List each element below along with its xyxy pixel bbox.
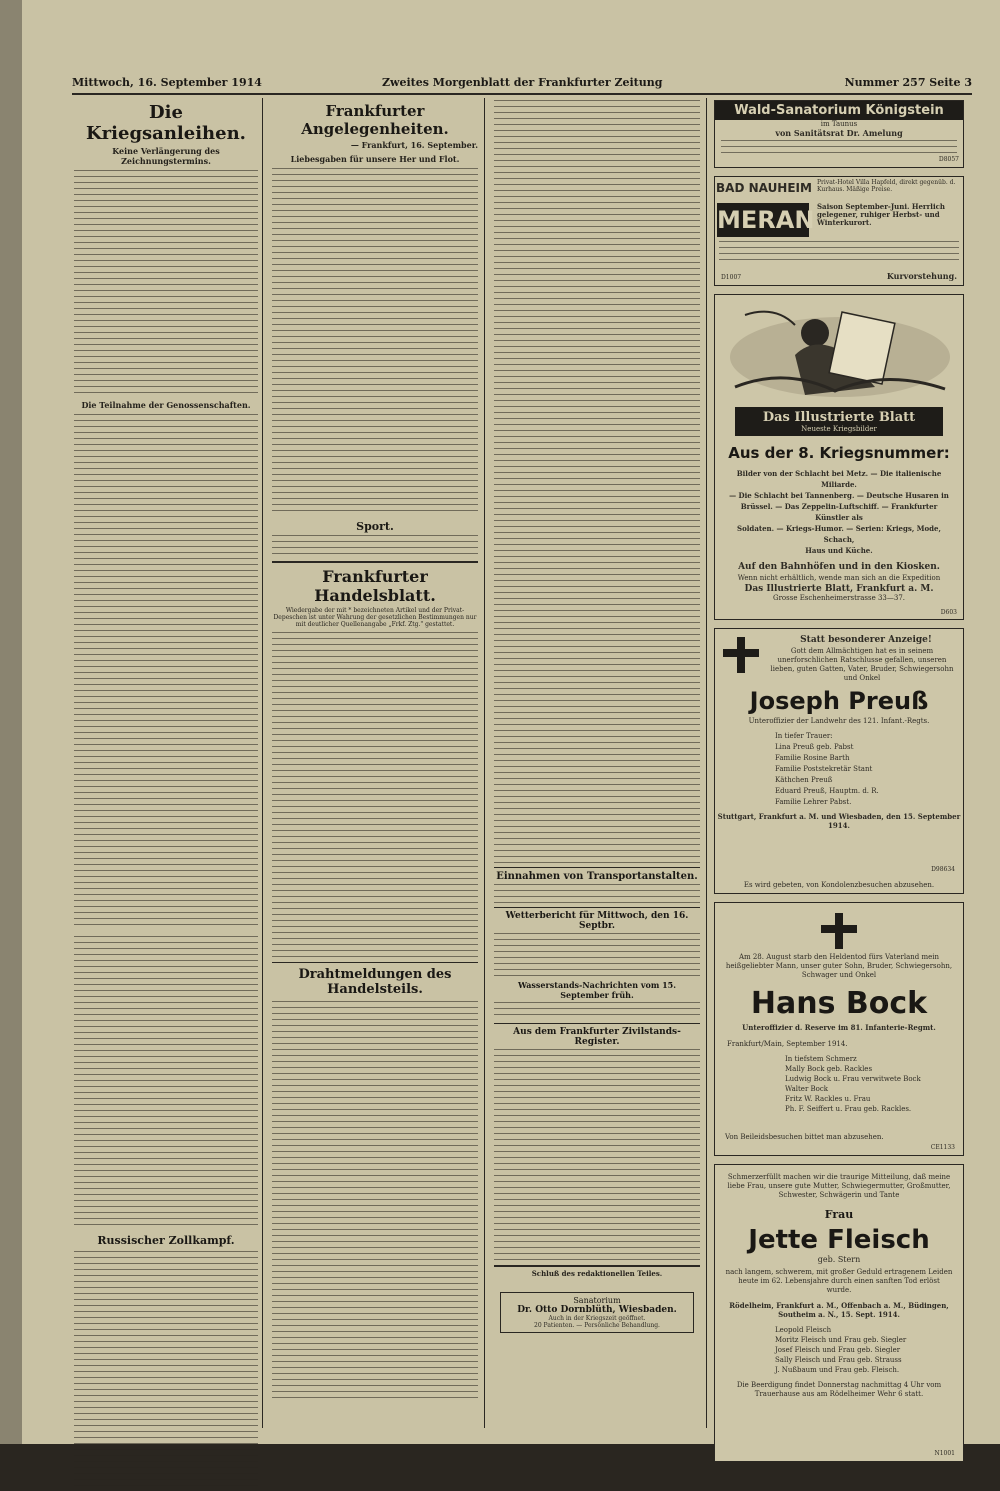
handelsblatt-rule — [272, 561, 478, 563]
bock-place: Frankfurt/Main, September 1914. — [727, 1040, 848, 1048]
preuss-footer: Es wird gebeten, von Kondolenzbesuchen abzusehen. — [743, 881, 935, 889]
preuss-code: D98634 — [931, 866, 955, 873]
illustrierte-drawing — [715, 295, 965, 407]
bock-cross-icon — [821, 913, 857, 949]
angelegenheiten-title: Frankfurter Angelegenheiten. — [301, 102, 449, 138]
fleisch-text2: nach langem, schwerem, mit großer Geduld ertragenem Leiden heute im 62. Lebensjahre durch einen sanften Tod erlöst wurde. — [725, 1268, 953, 1294]
schluss-rule — [494, 1265, 700, 1267]
sanatorium-ad-line3: 20 Patienten. — Persönliche Behandlung. — [534, 1322, 660, 1329]
zollkampf-text — [74, 1251, 258, 1491]
bock-mourner-3: Ludwig Bock u. Frau verwitwete Bock — [785, 1075, 921, 1083]
illustrierte-contents — [723, 468, 955, 556]
masthead-number: Nummer 257 Seite 3 — [844, 76, 972, 89]
illustrierte-line-2: — Die Schlacht bei Tannenberg. — Deutsche Husaren in — [729, 491, 949, 500]
sport-heading: Sport. — [356, 520, 394, 533]
sanatorium-ad-name: Dr. Otto Dornblüth, Wiesbaden. — [517, 1305, 677, 1315]
fleisch-funeral: Die Beerdigung findet Donnerstag nachmittag 4 Uhr vom Trauerhause aus am Rödelheimer Wehr 6 statt. — [736, 1381, 942, 1398]
handelsblatt-note: Wiedergabe der mit * bezeichneten Artikel und der Privat-Depeschen ist unter Wahrung der gesetzlichen Bestimmungen nur mit deutlicher Quellenangabe „Frkf. Ztg." gestattet. — [273, 607, 477, 628]
wasserstand-table — [494, 1002, 700, 1020]
preuss-place: Stuttgart, Frankfurt a. M. und Wiesbaden, den 15. September 1914. — [717, 812, 961, 830]
fleisch-text: Schmerzerfüllt machen wir die traurige Mitteilung, daß meine liebe Frau, unsere gute Mutter, Schwiegermutter, Großmutter, Schwester, Schwägerin und Tante — [727, 1173, 951, 1199]
preuss-mourner-7: Familie Lehrer Pabst. — [775, 798, 852, 806]
illustrierte-line-1: Bilder von der Schlacht bei Metz. — Die italienische Miliarde. — [736, 469, 942, 489]
einnahmen-rule — [494, 867, 700, 868]
einnahmen-text — [494, 884, 700, 904]
bock-obituary — [714, 902, 964, 1156]
masthead — [72, 76, 972, 94]
bock-name: Hans Bock — [750, 986, 928, 1021]
kriegsanleihen-text — [74, 170, 258, 394]
kriegsanleihen-title: Die Kriegsanleihen. — [86, 102, 246, 144]
illustrierte-banner — [735, 407, 943, 436]
meran-code: D1007 — [721, 274, 742, 281]
zivilstand-text — [494, 1049, 700, 1261]
illustrierte-publisher: Das Illustrierte Blatt, Frankfurt a. M. — [744, 584, 934, 594]
wasserstand-heading: Wasserstands-Nachrichten vom 15. September früh. — [517, 980, 677, 1000]
illustrierte-line-4: Soldaten. — Kriegs-Humor. — Serien: Kriegs, Mode, Schach, — [737, 524, 941, 544]
wetterbericht-text — [494, 933, 700, 977]
column-rule-2 — [484, 98, 485, 1428]
wetter-rule — [494, 907, 700, 908]
preuss-notice: Statt besonderer Anzeige! — [800, 635, 932, 645]
bock-text: Am 28. August starb den Heldentod fürs Vaterland mein heißgeliebter Mann, unser guter Sohn, Bruder, Schwiegersohn, Schwager und Onkel — [725, 953, 953, 979]
sanatorium-ad — [500, 1292, 694, 1333]
bock-role: Unteroffizier d. Reserve im 81. Infanterie-Regmt. — [742, 1023, 936, 1032]
bock-mourner-2: Mally Bock geb. Rackles — [785, 1065, 873, 1073]
illustrierte-blatt-ad — [714, 294, 964, 620]
illustrierte-line-3: Brüssel. — Das Zeppelin-Luftschiff. — Frankfurter Künstler als — [740, 502, 938, 522]
fleisch-geb: geb. Stern — [817, 1255, 861, 1264]
preuss-mourner-4: Familie Poststekretär Stant — [775, 765, 873, 773]
wald-line: von Sanitätsrat Dr. Amelung — [775, 128, 903, 138]
preuss-mourner-2: Lina Preuß geb. Pabst — [775, 743, 854, 751]
column-4-ads — [714, 100, 964, 1457]
bock-mourners — [785, 1054, 963, 1114]
preuss-mourner-5: Käthchen Preuß — [775, 776, 833, 784]
drahtmeldungen-text — [272, 1001, 478, 1401]
kriegsanleihen-subtitle: Keine Verlängerung des Zeichnungstermins. — [112, 146, 220, 166]
fleisch-mourner-5: J. Nußbaum und Frau geb. Fleisch. — [775, 1366, 900, 1374]
wald-title: Wald-Sanatorium Königstein — [715, 101, 963, 120]
bock-code: CE1133 — [930, 1144, 955, 1151]
zivilstand-heading: Aus dem Frankfurter Zivilstands-Register. — [513, 1027, 681, 1047]
illustrierte-title: Das Illustrierte Blatt — [762, 410, 916, 425]
newspaper-page — [22, 0, 1000, 1457]
sport-text — [272, 535, 478, 555]
preuss-mourners — [775, 731, 963, 808]
wald-code: D8057 — [938, 156, 959, 163]
illustrierte-line-5: Haus und Küche. — [805, 546, 873, 555]
fleisch-mourner-1: Leopold Fleisch — [775, 1326, 832, 1334]
zollkampf-heading: Russischer Zollkampf. — [97, 1234, 235, 1247]
column-3 — [494, 100, 700, 1430]
preuss-mourner-3: Familie Rosine Barth — [775, 754, 850, 762]
fleisch-mourner-2: Moritz Fleisch und Frau geb. Siegler — [775, 1336, 907, 1344]
wetterbericht-heading: Wetterbericht für Mittwoch, den 16. Septbr. — [505, 911, 689, 931]
illustrierte-code: D603 — [940, 609, 957, 616]
illustrierte-sub2: Aus der 8. Kriegsnummer: — [728, 444, 950, 462]
column-2 — [272, 100, 478, 1430]
column-rule-3 — [706, 98, 707, 1428]
preuss-role: Unteroffizier der Landwehr des 121. Infant.-Regts. — [748, 717, 930, 725]
genossenschaften-heading: Die Teilnahme der Genossenschaften. — [81, 400, 251, 410]
angelegenheiten-dateline: — Frankfurt, 16. September. — [350, 140, 478, 150]
column-rule-1 — [262, 98, 263, 1428]
bock-mourner-4: Walter Bock — [785, 1085, 829, 1093]
sanatorium-ad-title: Sanatorium — [573, 1296, 621, 1305]
fleisch-frau: Frau — [824, 1208, 854, 1221]
nauheim-meran-ad — [714, 176, 964, 286]
preuss-obituary — [714, 628, 964, 894]
preuss-cross-icon — [723, 637, 759, 673]
angelegenheiten-text — [272, 168, 478, 516]
meran-title: MERAN — [717, 203, 809, 237]
wald-text — [721, 140, 957, 156]
nauheim-title: BAD NAUHEIM — [716, 181, 812, 195]
fleisch-mourners — [775, 1325, 963, 1375]
boersen-text — [494, 100, 700, 864]
preuss-mourner-6: Eduard Preuß, Hauptm. d. R. — [775, 787, 879, 795]
meran-text: Saison September-Juni. Herrlich gelegener, ruhiger Herbst- und Winterkurort. — [817, 202, 945, 227]
illustrierte-address: Grosse Eschenheimerstrasse 33—37. — [772, 594, 906, 602]
masthead-edition: Zweites Morgenblatt der Frankfurter Zeitung — [382, 76, 663, 89]
zivilstand-rule — [494, 1023, 700, 1024]
bock-mourner-5: Fritz W. Rackles u. Frau — [785, 1095, 871, 1103]
bock-mourner-1: In tiefstem Schmerz — [785, 1055, 857, 1063]
masthead-date: Mittwoch, 16. September 1914 — [72, 76, 262, 89]
wald-sanatorium-ad — [714, 100, 964, 168]
nauheim-text: Privat-Hotel Villa Hapfeld, direkt gegenüb. d. Kurhaus. Mäßige Preise. — [817, 179, 956, 193]
meran-details — [719, 241, 959, 265]
fleisch-mourner-3: Josef Fleisch und Frau geb. Siegler — [775, 1346, 901, 1354]
handelsblatt-text — [272, 632, 478, 958]
illustrierte-bahnhof: Auf den Bahnhöfen und in den Kiosken. — [738, 562, 940, 572]
preuss-mourner-1: In tiefer Trauer: — [775, 732, 833, 740]
left-page-edge — [0, 0, 22, 1444]
meran-footer: Kurvorstehung. — [886, 271, 957, 281]
fleisch-name: Jette Fleisch — [748, 1225, 930, 1255]
column-1 — [74, 100, 258, 1430]
schluss-line: Schluß des redaktionellen Teiles. — [531, 1269, 663, 1278]
liebesgaben-subtitle: Liebesgaben für unsere Her und Flot. — [290, 154, 460, 164]
bock-footer: Von Beileidsbesuchen bittet man abzusehen. — [725, 1133, 884, 1141]
preuss-text: Gott dem Allmächtigen hat es in seinem unerforschlichen Ratschlusse gefallen, unseren lieben, guten Gatten, Vater, Bruder, Schwiegersohn und Onkel — [770, 647, 954, 682]
handelsblatt-title: Frankfurter Handelsblatt. — [314, 567, 436, 605]
einnahmen-heading: Einnahmen von Transportanstalten. — [496, 871, 698, 882]
illustrierte-illustration — [715, 295, 963, 407]
drahtmeldungen-rule — [272, 962, 478, 963]
genossenschaften-text — [74, 414, 258, 930]
fleisch-obituary — [714, 1164, 964, 1462]
drahtmeldungen-title: Drahtmeldungen des Handelsteils. — [298, 967, 452, 997]
berlin-reports-text — [74, 936, 258, 1228]
preuss-name: Joseph Preuß — [749, 687, 929, 715]
illustrierte-sub1: Neueste Kriegsbilder — [801, 425, 877, 433]
fleisch-code: N1001 — [934, 1450, 955, 1457]
sanatorium-ad-line2: Auch in der Kriegszeit geöffnet. — [548, 1315, 646, 1322]
fleisch-place: Rödelheim, Frankfurt a. M., Offenbach a. M., Büdingen, Southeim a. N., 15. Sept. 1914. — [729, 1301, 949, 1319]
bock-mourner-6: Ph. F. Seiffert u. Frau geb. Rackles. — [785, 1105, 912, 1113]
masthead-rule — [72, 93, 972, 95]
illustrierte-wenn: Wenn nicht erhältlich, wende man sich an die Expedition — [737, 574, 941, 582]
wald-sub: im Taunus — [820, 120, 858, 128]
fleisch-mourner-4: Sally Fleisch und Frau geb. Strauss — [775, 1356, 902, 1364]
